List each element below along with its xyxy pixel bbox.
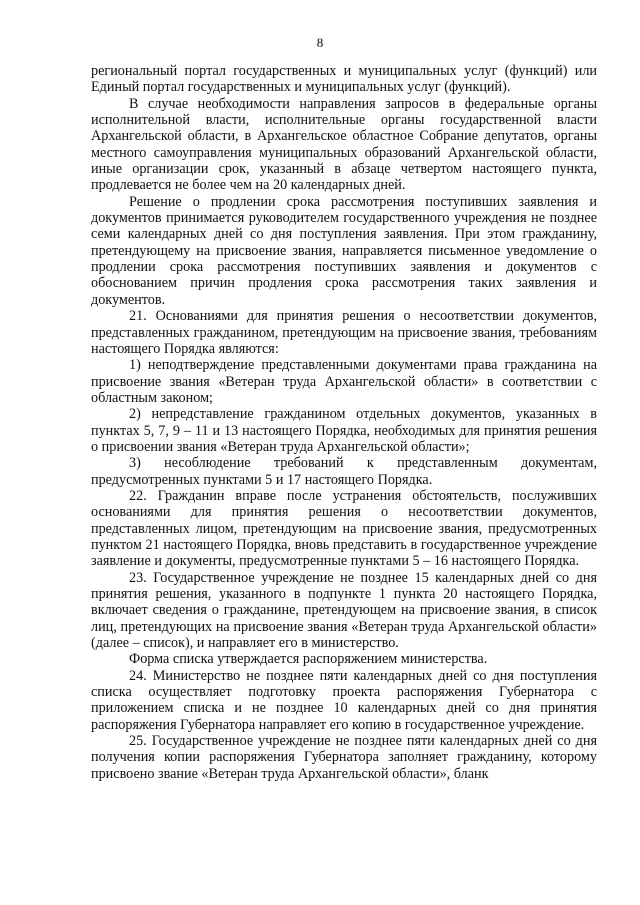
paragraph-clause-23: 23. Государственное учреждение не позднее 15 календарных дней со дня принятия решения, указанного в подпункте 1 пункта 20 настоящего Порядка, включает сведения о гражданине, претендующем на присвоение звания, в список лиц, претендующих на присвоение звания «Ветеран труда Архангельской области» (далее – список), и направляет его в министерство. — [91, 569, 597, 652]
subclause-21-1: 1) неподтверждение представленными документами права гражданина на присвоение звания «Ветеран труда Архангельской области» в соответствии с областным законом; — [91, 357, 597, 406]
page-number: 8 — [316, 35, 324, 50]
paragraph-clause-22: 22. Гражданин вправе после устранения обстоятельств, послуживших основаниями для принятия решения о несоответствии документов, представленных лицом, претендующим на присвоение звания, предусмотренных пунктом 21 настоящего Порядка, вновь представить в государственное учреждение заявление и документы, предусмотренные пунктами 5 – 16 настоящего Порядка. — [91, 487, 597, 570]
paragraph-clause-25: 25. Государственное учреждение не позднее пяти календарных дней со дня получения копии распоряжения Губернатора заполняет гражданину, которому присвоено звание «Ветеран труда Архангельской области», бланк — [91, 733, 597, 782]
paragraph: региональный портал государственных и муниципальных услуг (функций) или Единый портал государственных и муниципальных услуг (функций). — [91, 63, 597, 96]
paragraph-clause-21: 21. Основаниями для принятия решения о несоответствии документов, представленных гражданином, претендующим на присвоение звания, требованиям настоящего Порядка являются: — [91, 308, 597, 357]
paragraph-clause-24: 24. Министерство не позднее пяти календарных дней со дня поступления списка осуществляет подготовку проекта распоряжения Губернатора с приложением списка и не позднее 10 календарных дней со дня принятия распоряжения Губернатора направляет его копию в государственное учреждение. — [91, 667, 597, 733]
document-body — [91, 63, 597, 782]
paragraph: Решение о продлении срока рассмотрения поступивших заявления и документов принимается руководителем государственного учреждения не позднее семи календарных дней со дня поступления заявления. При этом гражданину, претендующему на присвоение звания, направляется письменное уведомление о продлении срока рассмотрения поступивших заявления и документов с обоснованием причин продления срока рассмотрения таких заявления и документов. — [91, 193, 597, 308]
subclause-21-3: 3) несоблюдение требований к представленным документам, предусмотренных пунктами 5 и 17 настоящего Порядка. — [91, 455, 597, 488]
paragraph: В случае необходимости направления запросов в федеральные органы исполнительной власти, исполнительные органы государственной власти Архангельской области, в Архангельское областное Собрание депутатов, органы местного самоуправления муниципальных образований Архангельской области, иные организации срок, указанный в абзаце четвертом настоящего пункта, продлевается не более чем на 20 календарных дней. — [91, 95, 597, 194]
subclause-21-2: 2) непредставление гражданином отдельных документов, указанных в пунктах 5, 7, 9 – 11 и 13 настоящего Порядка, необходимых для принятия решения о присвоении звания «Ветеран труда Архангельской области»; — [91, 406, 597, 455]
paragraph: Форма списка утверждается распоряжением министерства. — [129, 651, 488, 668]
